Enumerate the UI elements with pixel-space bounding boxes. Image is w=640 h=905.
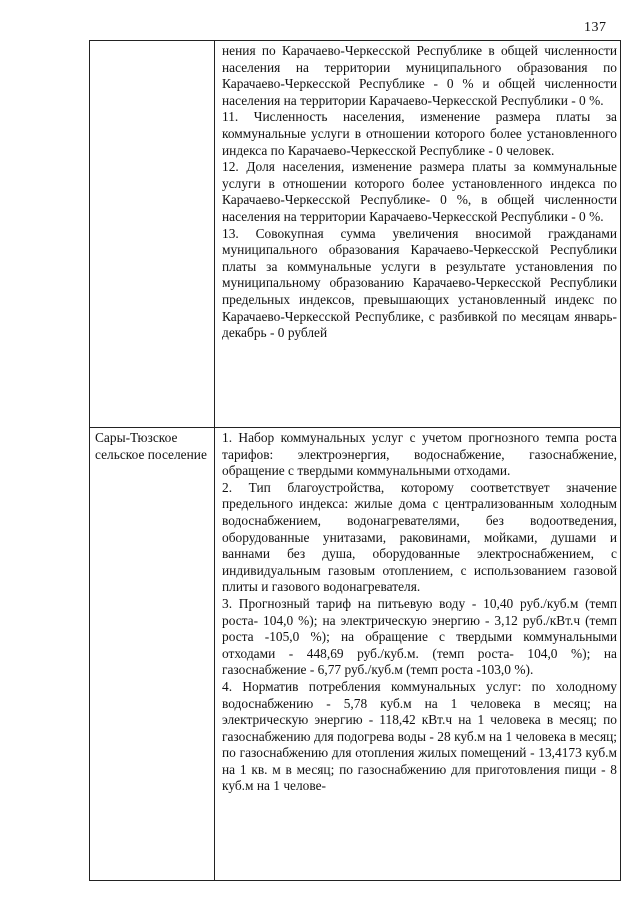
paragraph: нения по Карачаево-Черкесской Республике в общей численности населения на территории муниципального образования по Карачаево-Черкесской Республике - 0 % и общей численности населения на территории Карачаево-Черкесской Республики - 0 %. (222, 43, 617, 108)
paragraph: 4. Норматив потребления коммунальных услуг: по холодному водоснабжению - 5,78 куб.м на 1 человека в месяц; на электрическую энергию - 118,42 кВт.ч на 1 человека в месяц; по газоснабжению для подогрева воды - 28 куб.м на 1 человека в месяц; по газоснабжению для отопления жилых помещений - 13,4173 куб.м на 1 кв. м в месяц; по газоснабжению для приготовления пищи - 8 куб.м на 1 челове- (222, 678, 617, 794)
municipality-name (90, 41, 214, 43)
paragraph: 3. Прогнозный тариф на питьевую воду - 10,40 руб./куб.м (темп роста- 104,0 %); на электрическую энергию - 3,12 руб./кВт.ч (темп роста -105,0 %); на обращение с твердыми коммунальными отходами - 448,69 руб./куб.м. (темп роста- 104,0 %); на газоснабжение - 6,77 руб./куб.м (темп роста -103,0 %). (222, 595, 617, 678)
paragraph: 1. Набор коммунальных услуг с учетом прогнозного темпа роста тарифов: электроэнергия, водоснабжение, газоснабжение, обращение с твердыми коммунальными отходами. (222, 430, 617, 479)
table-row (90, 428, 621, 881)
page-number: 137 (584, 20, 607, 35)
municipality-cell (90, 428, 215, 881)
municipality-cell (90, 41, 215, 428)
municipality-name: Сары-Тюзское сельское поселение (95, 430, 207, 462)
paragraph: 11. Численность населения, изменение размера платы за коммунальные услуги в отношении которого более установленного индекса по Карачаево-Черкесской Республике - 0 человек. (222, 109, 617, 158)
paragraph: 13. Совокупная сумма увеличения вносимой гражданами муниципального образования Карачаево-Черкесской Республики платы за коммунальные услуги в результате установления по муниципальному образованию Карачаево-Черкесской Республики предельных индексов, превышающих установленный индекс по Карачаево-Черкесской Республике, с разбивкой по месяцам январь-декабрь - 0 рублей (222, 225, 617, 341)
details-cell (215, 428, 621, 881)
paragraph: 12. Доля населения, изменение размера платы за коммунальные услуги в отношении которого более установленного индекса по Карачаево-Черкесской Республике- 0 %, в общей численности населения на территории Карачаево-Черкесской Республики - 0 %. (222, 159, 617, 224)
document-table (89, 40, 621, 881)
paragraph: 2. Тип благоустройства, которому соответствует значение предельного индекса: жилые дома с централизованным холодным водоснабжением, водонагревателями, без водоотведения, оборудованные унитазами, раковинами, мойками, душами и ваннами без душа, оборудованные электроснабжением, с индивидуальным газовым отоплением, с использованием газовой плиты и газового водонагревателя. (222, 479, 617, 595)
details-cell (215, 41, 621, 428)
table-row (90, 41, 621, 428)
